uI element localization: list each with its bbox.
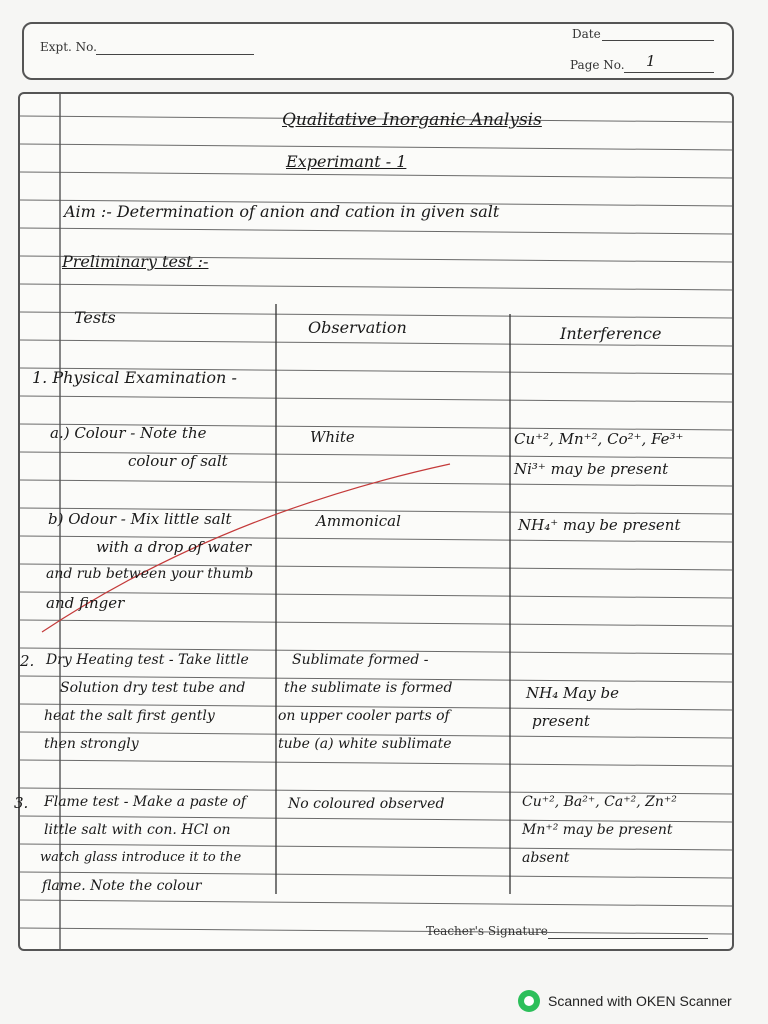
flame-inference-3: absent [522,850,570,866]
scanner-text: Scanned with OKEN Scanner [548,993,732,1009]
dry-observation-2: the sublimate is formed [284,680,453,696]
dry-observation-4: tube (a) white sublimate [278,736,452,752]
scanner-logo-icon [518,990,540,1012]
ruled-line [20,228,732,234]
flame-inference-1: Cu⁺², Ba²⁺, Ca⁺², Zn⁺² [522,794,677,810]
colour-inference-2: Ni³⁺ may be present [514,460,669,478]
dry-test-4: then strongly [44,736,139,752]
dry-test-1: Dry Heating test - Take little [46,652,249,668]
odour-observation: Ammonical [316,512,401,530]
header-box [22,22,734,80]
col-tests-header: Tests [74,308,116,327]
physical-exam-heading: 1. Physical Examination - [32,368,237,387]
ruled-line [20,284,732,290]
odour-test-1: b) Odour - Mix little salt [48,510,232,528]
page-no-line [624,72,714,73]
colour-test-1: a.) Colour - Note the [50,424,207,442]
teacher-signature-label: Teacher's Signature [426,924,548,938]
scanner-watermark [518,990,732,1012]
preliminary-heading: Preliminary test :- [62,252,209,271]
colour-test-2: colour of salt [128,452,228,470]
odour-test-2: with a drop of water [96,538,252,556]
dry-inference-1: NH₄ May be [526,684,620,702]
colour-observation: White [310,428,355,446]
dry-observation-1: Sublimate formed - [292,652,429,668]
experiment-heading: Experimant - 1 [286,152,407,171]
flame-inference-2: Mn⁺² may be present [522,822,673,838]
odour-inference: NH₄⁺ may be present [518,516,681,534]
col-interference-header: Interference [560,324,662,343]
dry-inference-2: present [532,712,590,730]
flame-observation: No coloured observed [288,796,445,812]
page-title: Qualitative Inorganic Analysis [282,110,542,130]
odour-test-4: and finger [46,594,125,612]
expt-no-label: Expt. No. [40,40,97,54]
ruled-line [20,620,732,626]
dry-test-3: heat the salt first gently [44,708,215,724]
ruled-line [20,144,732,150]
flame-test-4: flame. Note the colour [42,878,202,894]
teacher-signature-line [548,938,708,939]
ruled-line [20,172,732,178]
ruled-sheet [14,92,734,951]
dry-test-2: Solution dry test tube and [60,680,246,696]
col-observation-header: Observation [308,318,407,337]
ruled-line [20,928,732,934]
colour-inference-1: Cu⁺², Mn⁺², Co²⁺, Fe³⁺ [514,430,684,448]
date-line [602,40,714,41]
ruled-line [20,480,732,486]
date-label: Date [572,27,601,41]
flame-test-1: Flame test - Make a paste of [44,794,247,810]
ruled-line [20,760,732,766]
dry-heating-num: 2. [20,652,35,670]
dry-observation-3: on upper cooler parts of [278,708,450,724]
flame-test-num: 3. [14,794,29,812]
page-no-value: 1 [646,52,656,70]
flame-test-2: little salt with con. HCl on [44,822,231,838]
aim-text: Aim :- Determination of anion and cation in given salt [64,202,500,221]
page-no-label: Page No. [570,58,625,72]
ruled-line [20,396,732,402]
expt-no-line [96,54,254,55]
ruled-line [20,452,732,458]
odour-test-3: and rub between your thumb [46,566,254,582]
flame-test-3: watch glass introduce it to the [40,850,242,865]
ruled-line [20,592,732,598]
ruled-line [20,900,732,906]
